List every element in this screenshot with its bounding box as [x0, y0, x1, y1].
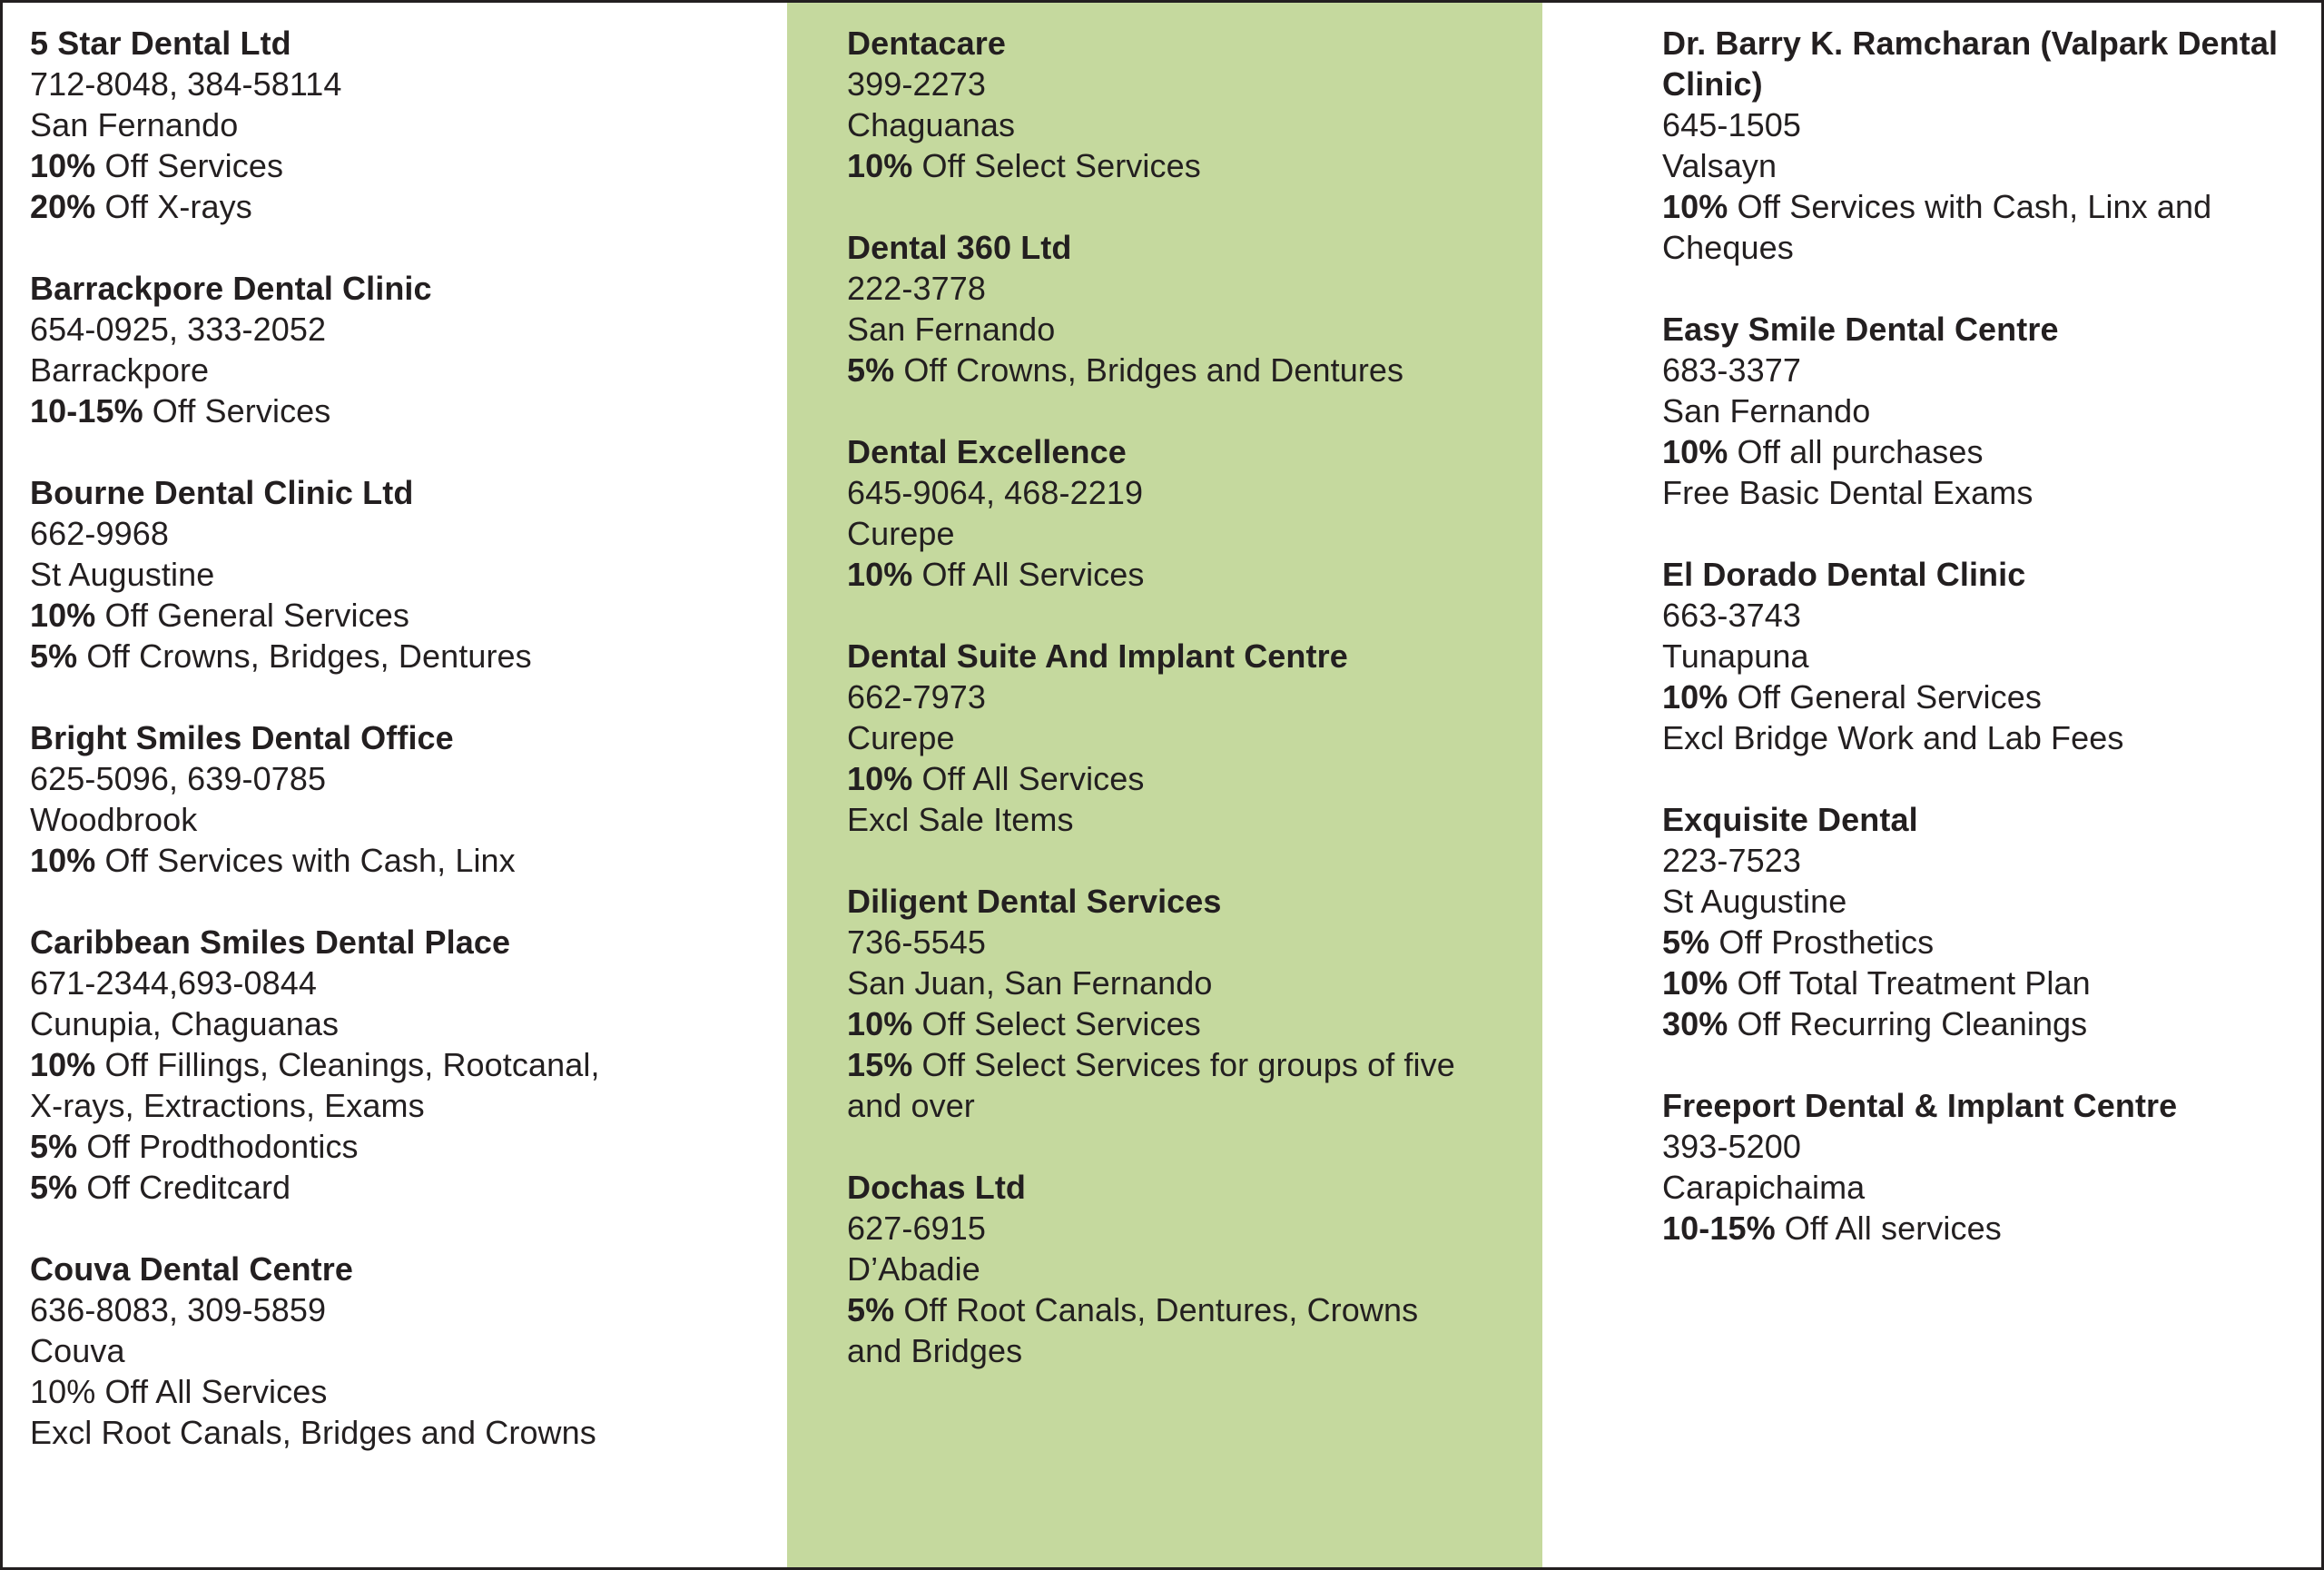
offer-line	[30, 1126, 756, 1167]
offer-text: Off X-rays	[95, 188, 252, 225]
clinic-entry	[847, 431, 1573, 595]
clinic-name: Diligent Dental Services	[847, 883, 1222, 920]
clinic-phone: 636-8083, 309-5859	[30, 1291, 327, 1328]
clinic-name: Couva Dental Centre	[30, 1250, 353, 1288]
offer-text: Off All Services	[912, 556, 1145, 593]
offer-percent: 10%	[847, 760, 913, 797]
offer-percent: 10%	[1662, 433, 1728, 470]
offer-text: Free Basic Dental Exams	[1662, 474, 2034, 511]
offer-line	[30, 595, 756, 636]
clinic-phone: 736-5545	[847, 923, 986, 961]
offer-text: Off All services	[1775, 1210, 2002, 1247]
clinic-name: Dochas Ltd	[847, 1169, 1027, 1206]
offer-line	[30, 1412, 756, 1453]
offer-text: Off Services	[143, 392, 331, 430]
offer-percent: 10%	[1662, 964, 1728, 1002]
clinic-name: El Dorado Dental Clinic	[1662, 556, 2026, 593]
offer-text: Off Services	[95, 147, 284, 184]
clinic-name: Dental 360 Ltd	[847, 229, 1072, 266]
clinic-name: Dr. Barry K. Ramcharan (Valpark Dental	[1662, 25, 2279, 62]
offer-text: X-rays, Extractions, Exams	[30, 1087, 425, 1124]
offer-percent: 10%	[30, 597, 96, 634]
offer-percent: 10%	[30, 842, 96, 879]
offer-line	[847, 145, 1573, 186]
offer-line	[847, 1085, 1573, 1126]
offer-text: and Bridges	[847, 1332, 1023, 1369]
offer-line	[847, 350, 1573, 390]
offer-text: Off Recurring Cleanings	[1728, 1005, 2088, 1042]
clinic-location: St Augustine	[30, 556, 215, 593]
clinic-phone: 654-0925, 333-2052	[30, 311, 327, 348]
offer-line	[30, 1371, 756, 1412]
clinic-entry	[30, 472, 756, 676]
offer-text: Off Crowns, Bridges, Dentures	[77, 637, 532, 675]
offer-percent: 10%	[1662, 188, 1728, 225]
offer-text: Off all purchases	[1728, 433, 1984, 470]
offer-text: 10% Off All Services	[30, 1373, 328, 1410]
offer-line	[1662, 676, 2316, 717]
clinic-entry	[1662, 309, 2316, 513]
clinic-phone: 625-5096, 639-0785	[30, 760, 327, 797]
clinic-name: Exquisite Dental	[1662, 801, 1918, 838]
clinic-name: Bourne Dental Clinic Ltd	[30, 474, 414, 511]
offer-line	[847, 1289, 1573, 1330]
clinic-name: 5 Star Dental Ltd	[30, 25, 291, 62]
clinic-location: D’Abadie	[847, 1250, 980, 1288]
offer-text: Off Select Services for groups of five	[912, 1046, 1455, 1083]
offer-text: Off Prosthetics	[1709, 923, 1935, 961]
offer-text: Off Services with Cash, Linx and	[1728, 188, 2212, 225]
clinic-entry	[847, 1167, 1573, 1371]
clinic-phone: 627-6915	[847, 1210, 986, 1247]
clinic-location: Tunapuna	[1662, 637, 1809, 675]
clinic-location: Chaguanas	[847, 106, 1016, 143]
offer-line	[1662, 963, 2316, 1003]
offer-percent: 5%	[30, 1169, 78, 1206]
clinic-name: Barrackpore Dental Clinic	[30, 270, 432, 307]
clinic-entry	[1662, 23, 2316, 268]
offer-percent: 5%	[30, 1128, 78, 1165]
clinic-location: San Fernando	[847, 311, 1056, 348]
offer-line	[1662, 472, 2316, 513]
offer-text: Off Crowns, Bridges and Dentures	[894, 351, 1404, 389]
clinic-location: St Augustine	[1662, 883, 1847, 920]
offer-line	[1662, 922, 2316, 963]
clinic-location: Woodbrook	[30, 801, 198, 838]
offer-line	[847, 758, 1573, 799]
clinic-phone: 645-1505	[1662, 106, 1801, 143]
offer-percent: 30%	[1662, 1005, 1728, 1042]
offer-text: Off Services with Cash, Linx	[95, 842, 516, 879]
clinic-entry	[847, 636, 1573, 840]
clinic-entry	[847, 23, 1573, 186]
offer-line	[30, 1167, 756, 1208]
clinic-phone: 662-7973	[847, 678, 986, 716]
offer-line	[30, 186, 756, 227]
clinic-entry	[30, 268, 756, 431]
clinic-location: Curepe	[847, 515, 955, 552]
offer-percent: 10%	[30, 1046, 96, 1083]
offer-text: Excl Root Canals, Bridges and Crowns	[30, 1414, 596, 1451]
offer-text: Off General Services	[95, 597, 409, 634]
clinic-entry	[1662, 799, 2316, 1044]
clinic-location: Carapichaima	[1662, 1169, 1866, 1206]
column-2	[847, 23, 1573, 1412]
clinic-location: San Fernando	[1662, 392, 1871, 430]
offer-text: Off Fillings, Cleanings, Rootcanal,	[95, 1046, 600, 1083]
offer-percent: 10%	[847, 1005, 913, 1042]
offer-percent: 15%	[847, 1046, 913, 1083]
offer-percent: 5%	[1662, 923, 1710, 961]
clinic-phone: 712-8048, 384-58114	[30, 65, 342, 103]
offer-text: Off Creditcard	[77, 1169, 291, 1206]
offer-line	[1662, 717, 2316, 758]
offer-percent: 5%	[847, 1291, 895, 1328]
offer-line	[847, 554, 1573, 595]
clinic-entry	[30, 922, 756, 1208]
clinic-phone: 399-2273	[847, 65, 986, 103]
offer-line	[30, 840, 756, 881]
clinic-phone: 663-3743	[1662, 597, 1801, 634]
clinic-entry	[1662, 554, 2316, 758]
clinic-phone: 683-3377	[1662, 351, 1801, 389]
offer-text: and over	[847, 1087, 975, 1124]
clinic-name: Dental Suite And Implant Centre	[847, 637, 1348, 675]
clinic-location: Cunupia, Chaguanas	[30, 1005, 340, 1042]
offer-percent: 10-15%	[30, 392, 143, 430]
clinic-name: Easy Smile Dental Centre	[1662, 311, 2059, 348]
offer-percent: 10%	[847, 556, 913, 593]
offer-line	[30, 145, 756, 186]
offer-text: Excl Sale Items	[847, 801, 1074, 838]
offer-line	[847, 1330, 1573, 1371]
clinic-name: Caribbean Smiles Dental Place	[30, 923, 511, 961]
column-3	[1662, 23, 2316, 1289]
offer-text: Off Root Canals, Dentures, Crowns	[894, 1291, 1419, 1328]
offer-line	[30, 390, 756, 431]
offer-text: Off General Services	[1728, 678, 2042, 716]
clinic-phone: 223-7523	[1662, 842, 1801, 879]
offer-line	[30, 636, 756, 676]
clinic-entry	[847, 881, 1573, 1126]
clinic-location: Valsayn	[1662, 147, 1777, 184]
offer-line	[1662, 1208, 2316, 1249]
clinic-entry	[30, 717, 756, 881]
offer-line	[1662, 1003, 2316, 1044]
offer-percent: 5%	[847, 351, 895, 389]
offer-text: Off Select Services	[912, 147, 1201, 184]
offer-text: Off All Services	[912, 760, 1145, 797]
offer-line	[30, 1044, 756, 1085]
offer-percent: 5%	[30, 637, 78, 675]
offer-line	[1662, 186, 2316, 227]
offer-percent: 10-15%	[1662, 1210, 1776, 1247]
clinic-location: San Juan, San Fernando	[847, 964, 1213, 1002]
clinic-location: Couva	[30, 1332, 125, 1369]
clinic-name: Dental Excellence	[847, 433, 1127, 470]
clinic-location: San Fernando	[30, 106, 239, 143]
clinic-phone: 662-9968	[30, 515, 169, 552]
clinic-location: Barrackpore	[30, 351, 210, 389]
offer-percent: 10%	[847, 147, 913, 184]
clinic-location: Curepe	[847, 719, 955, 756]
offer-text: Off Select Services	[912, 1005, 1201, 1042]
clinic-name: Freeport Dental & Implant Centre	[1662, 1087, 2178, 1124]
clinic-name: Dentacare	[847, 25, 1006, 62]
offer-text: Excl Bridge Work and Lab Fees	[1662, 719, 2124, 756]
clinic-entry	[847, 227, 1573, 390]
offer-line	[847, 1003, 1573, 1044]
column-1	[30, 23, 756, 1494]
offer-text: Off Prodthodontics	[77, 1128, 359, 1165]
clinic-name: Bright Smiles Dental Office	[30, 719, 454, 756]
offer-line	[847, 799, 1573, 840]
offer-percent: 20%	[30, 188, 96, 225]
offer-text: Cheques	[1662, 229, 1794, 266]
offer-text: Off Total Treatment Plan	[1728, 964, 2091, 1002]
clinic-entry	[30, 1249, 756, 1453]
offer-line	[30, 1085, 756, 1126]
offer-line	[1662, 431, 2316, 472]
clinic-entry	[30, 23, 756, 227]
clinic-phone: 645-9064, 468-2219	[847, 474, 1144, 511]
clinic-phone: 393-5200	[1662, 1128, 1801, 1165]
clinic-phone: 671-2344,693-0844	[30, 964, 317, 1002]
offer-percent: 10%	[30, 147, 96, 184]
clinic-phone: 222-3778	[847, 270, 986, 307]
clinic-name-continued: Clinic)	[1662, 65, 1763, 103]
offer-percent: 10%	[1662, 678, 1728, 716]
offer-line	[847, 1044, 1573, 1085]
clinic-entry	[1662, 1085, 2316, 1249]
offer-line	[1662, 227, 2316, 268]
